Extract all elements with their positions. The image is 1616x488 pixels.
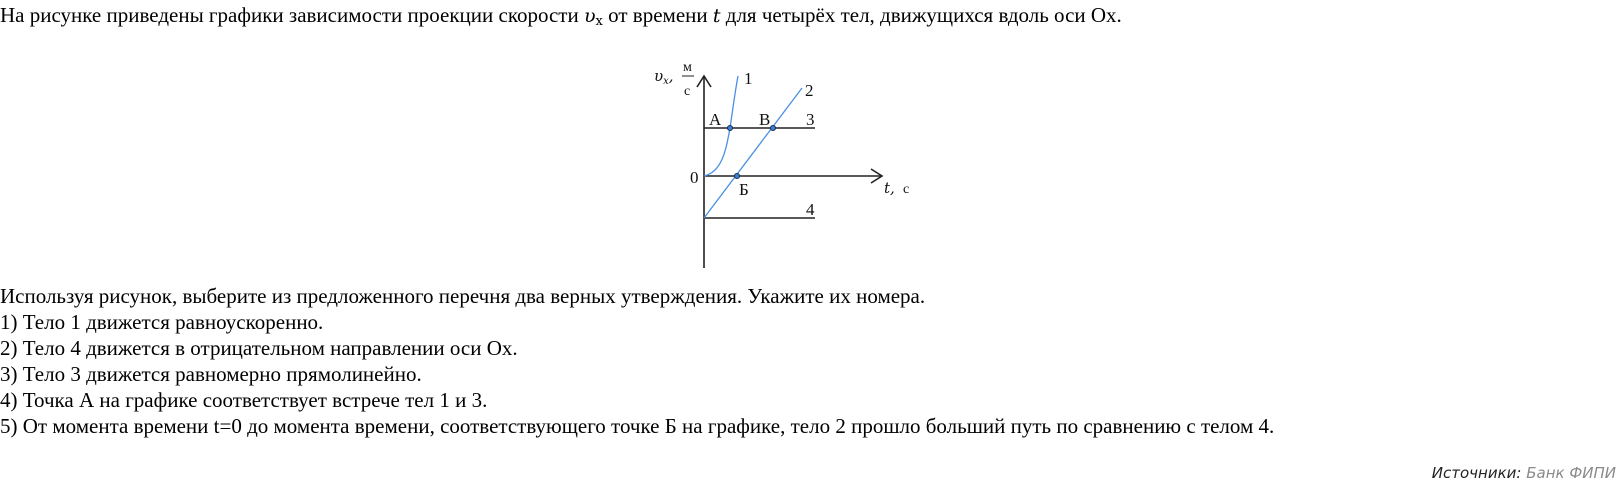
source-attribution [1432, 464, 1616, 482]
point-b-marker [734, 173, 739, 178]
intro-text-1: На рисунке приведены графики зависимости проекции скорости [0, 3, 584, 27]
graph-3-label: 3 [806, 110, 815, 129]
graph-2-label: 2 [805, 81, 814, 100]
question-prompt: Используя рисунок, выберите из предложенного перечня два верных утверждения. Укажите их номера. [0, 284, 926, 308]
source-label: Источники: [1431, 464, 1522, 482]
velocity-time-graph [640, 55, 940, 275]
question-block [0, 283, 1274, 439]
graph-4-label: 4 [806, 200, 815, 219]
y-unit-numerator: м [683, 60, 692, 75]
graph-2-line [704, 88, 802, 218]
point-v-marker [770, 125, 775, 130]
y-axis-label: $\upsilon_x$, [654, 67, 674, 87]
graph-1-label: 1 [744, 69, 753, 88]
answer-option-3: 3) Тело 3 движется равномерно прямолинейно. [0, 362, 422, 386]
intro-text-2: от времени [602, 3, 713, 27]
point-b-label: Б [739, 180, 749, 199]
point-a-marker [727, 125, 732, 130]
point-v-label: В [759, 110, 771, 129]
problem-intro [0, 2, 1122, 35]
answer-option-4: 4) Точка А на графике соответствует встрече тел 1 и 3. [0, 388, 488, 412]
velocity-symbol: $\upsilon_x$ [583, 5, 603, 29]
intro-text-3: для четырёх тел, движущихся вдоль оси Ох. [720, 3, 1122, 27]
t-unit-label: с [903, 182, 910, 197]
time-symbol: t [712, 5, 721, 27]
y-unit-denominator: с [684, 84, 691, 99]
answer-option-1: 1) Тело 1 движется равноускоренно. [0, 310, 324, 334]
answer-option-5: 5) От момента времени t=0 до момента времени, соответствующего точке Б на графике, тело 2 прошло больший путь по сравнению с телом 4. [0, 414, 1275, 438]
answer-option-2: 2) Тело 4 движется в отрицательном направлении оси Ox. [0, 336, 518, 360]
origin-label: 0 [690, 168, 699, 187]
point-a-label: А [709, 110, 722, 129]
graph-svg [640, 55, 940, 275]
source-link[interactable]: Банк ФИПИ [1526, 464, 1616, 482]
t-axis-label: t, [884, 179, 895, 197]
